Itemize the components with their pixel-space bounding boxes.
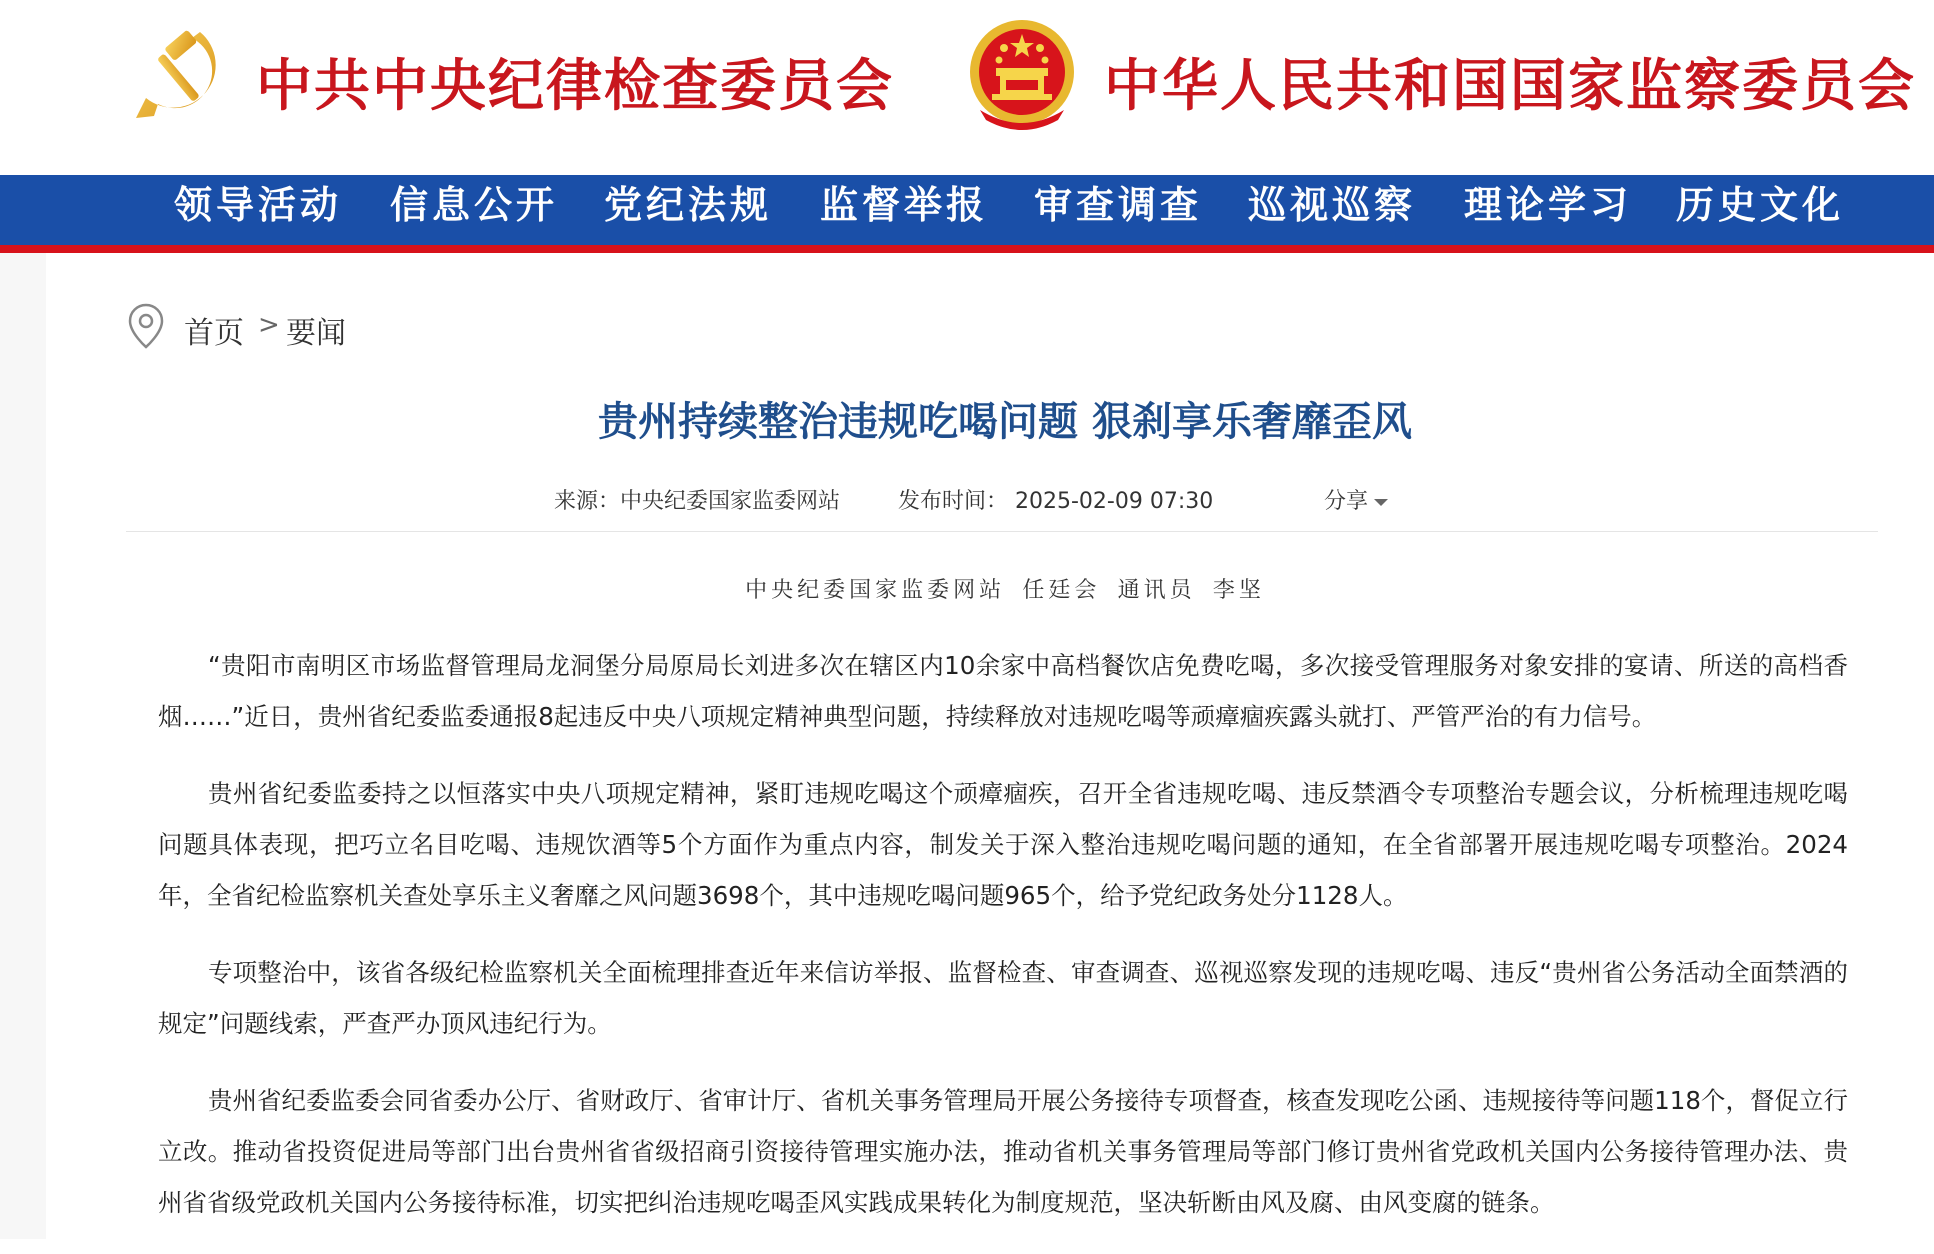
article-paragraph: 贵州省纪委监委会同省委办公厅、省财政厅、省审计厅、省机关事务管理局开展公务接待专项督查，核查发现吃公函、违规接待等问题118个，督促立行立改。推动省投资促进局等部门出台贵州省省级招商引资接待管理实施办法，推动省机关事务管理局等部门修订贵州省党政机关国内公务接待管理办法、贵州省省级党政机关国内公务接待标准，切实把纠治违规吃喝歪风实践成果转化为制度规范，坚决斩断由风及腐、由风变腐的链条。 — [158, 1086, 1848, 1217]
national-emblem-icon[interactable] — [966, 18, 1078, 132]
nav-accent-bar — [0, 245, 1934, 253]
nav-item-leadership[interactable]: 领导活动 — [174, 182, 343, 227]
cpc-ccdi-logo-text[interactable]: 中共中央纪律检查委员会 — [256, 53, 894, 119]
chevron-down-icon — [1374, 499, 1388, 506]
nav-item-regulations[interactable]: 党纪法规 — [604, 182, 773, 227]
nav-item-supervision[interactable]: 监督举报 — [820, 182, 989, 227]
nav-item-inspection[interactable]: 巡视巡察 — [1248, 182, 1417, 227]
nav-item-investigation[interactable]: 审查调查 — [1034, 182, 1203, 227]
share-label: 分享 — [1324, 489, 1369, 514]
article-paragraph: “贵阳市南明区市场监督管理局龙洞堡分局原局长刘进多次在辖区内10余家中高档餐饮店免费吃喝，多次接受管理服务对象安排的宴请、所送的高档香烟……”近日，贵州省纪委监委通报8起违反中央八项规定精神典型问题，持续释放对违规吃喝等顽瘴痼疾露头就打、严管严治的有力信号。 — [158, 651, 1848, 731]
breadcrumb-separator: > — [258, 310, 280, 340]
nav-item-theory[interactable]: 理论学习 — [1464, 182, 1633, 227]
share-button[interactable] — [1324, 484, 1388, 515]
article-publish-time: 发布时间： 2025-02-09 07:30 — [898, 489, 1214, 514]
breadcrumb-current[interactable]: 要闻 — [286, 316, 346, 351]
article-title: 贵州持续整治违规吃喝问题 狠刹享乐奢靡歪风 — [598, 399, 1412, 445]
location-pin-icon — [126, 302, 166, 350]
divider — [126, 531, 1878, 532]
breadcrumb-home-link[interactable]: 首页 — [184, 316, 244, 351]
nav-item-info[interactable]: 信息公开 — [390, 182, 559, 227]
nav-item-history[interactable]: 历史文化 — [1676, 182, 1845, 227]
article-body — [158, 640, 1848, 1254]
article-paragraph: 贵州省纪委监委持之以恒落实中央八项规定精神，紧盯违规吃喝这个顽瘴痼疾，召开全省违规吃喝、违反禁酒令专项整治专题会议，分析梳理违规吃喝问题具体表现，把巧立名目吃喝、违规饮酒等5个方面作为重点内容，制发关于深入整治违规吃喝问题的通知，在全省部署开展违规吃喝专项整治。2024年，全省纪检监察机关查处享乐主义奢靡之风问题3698个，其中违规吃喝问题965个，给予党纪政务处分1128人。 — [158, 779, 1848, 910]
article-byline: 中央纪委国家监委网站 任廷会 通讯员 李坚 — [745, 578, 1265, 603]
party-emblem-icon[interactable] — [130, 20, 234, 128]
article-paragraph: 专项整治中，该省各级纪检监察机关全面梳理排查近年来信访举报、监督检查、审查调查、巡视巡察发现的违规吃喝、违反“贵州省公务活动全面禁酒的规定”问题线索，严查严办顶风违纪行为。 — [158, 958, 1848, 1038]
nsc-logo-text[interactable]: 中华人民共和国国家监察委员会 — [1104, 53, 1916, 119]
article-source: 来源：中央纪委国家监委网站 — [554, 489, 841, 514]
site-header — [0, 0, 1934, 175]
